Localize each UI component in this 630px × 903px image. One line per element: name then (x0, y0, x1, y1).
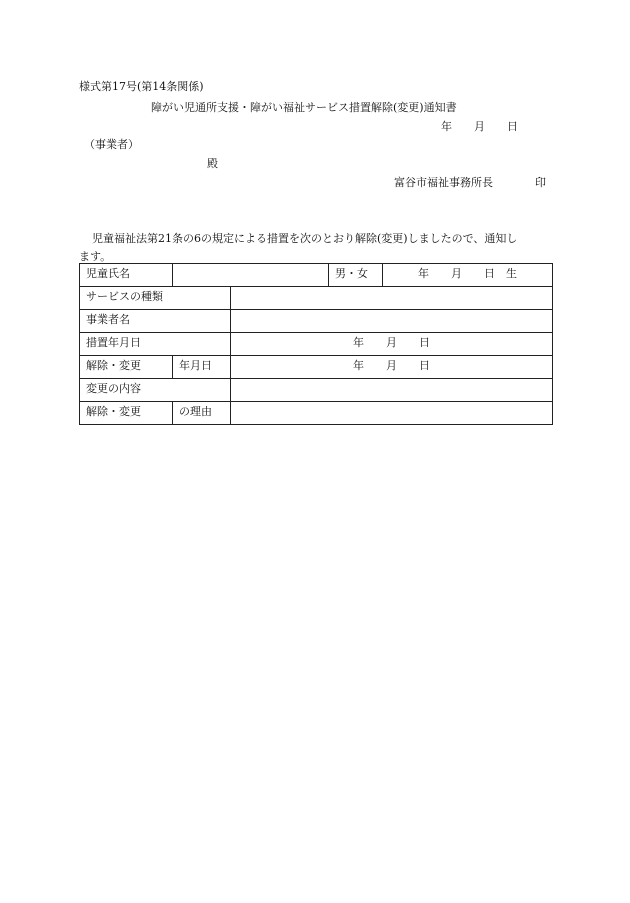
notice-table (79, 263, 553, 425)
child-name-label: 児童氏名 (80, 264, 173, 287)
release-date-value[interactable]: 年 月 日 (231, 356, 553, 379)
change-content-value[interactable] (231, 379, 553, 402)
provider-name-value[interactable] (231, 310, 553, 333)
body-text-line2: ます。 (79, 250, 112, 263)
provider-name-label: 事業者名 (80, 310, 231, 333)
reason-label-a: 解除・変更 (80, 402, 173, 425)
release-change-label: 解除・変更 (80, 356, 173, 379)
table-row (80, 264, 553, 287)
sender-name: 富谷市福祉事務所長 (394, 176, 493, 189)
table-row (80, 379, 553, 402)
honorific: 殿 (207, 157, 218, 170)
table-row (80, 356, 553, 379)
recipient-label: （事業者） (84, 138, 139, 151)
measure-date-label: 措置年月日 (80, 333, 231, 356)
ymd-label: 年月日 (173, 356, 231, 379)
service-type-label: サービスの種類 (80, 287, 231, 310)
document-title: 障がい児通所支援・障がい福祉サービス措置解除(変更)通知書 (151, 101, 457, 114)
birth-date-label: 年 月 日 生 (383, 264, 553, 287)
measure-date-value[interactable]: 年 月 日 (231, 333, 553, 356)
reason-label-b: の理由 (173, 402, 231, 425)
seal-mark: 印 (535, 176, 546, 189)
service-type-value[interactable] (231, 287, 553, 310)
body-text-line1: 児童福祉法第21条の6の規定による措置を次のとおり解除(変更)しましたので、通知し (92, 232, 518, 245)
form-number: 様式第17号(第14条関係) (79, 80, 204, 93)
sex-label: 男・女 (329, 264, 383, 287)
date-line: 年 月 日 (441, 120, 518, 133)
table-row (80, 287, 553, 310)
table-row (80, 333, 553, 356)
table-row (80, 310, 553, 333)
table-row (80, 402, 553, 425)
change-content-label: 変更の内容 (80, 379, 231, 402)
child-name-value[interactable] (173, 264, 329, 287)
reason-value[interactable] (231, 402, 553, 425)
